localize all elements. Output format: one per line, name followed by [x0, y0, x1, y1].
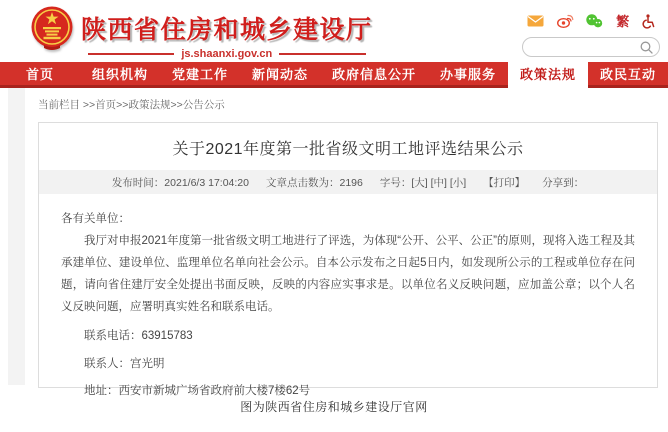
accessibility-icon[interactable] [642, 14, 655, 29]
site-title: 陕西省住房和城乡建设厅 [81, 16, 373, 44]
contact-person: 联系人：宫光明 [84, 357, 165, 370]
nav-item-organization[interactable]: 组织机构 [80, 62, 160, 88]
search-input[interactable] [529, 40, 640, 54]
national-emblem-logo [30, 5, 74, 52]
image-caption: 图为陕西省住房和城乡建设厅官网 [240, 400, 428, 414]
article-meta-bar [39, 170, 657, 194]
nav-item-party-building[interactable]: 党建工作 [160, 62, 240, 88]
header-icon-row [522, 13, 660, 29]
search-icon[interactable] [640, 41, 653, 54]
traditional-chinese-icon[interactable]: 繁 [616, 13, 630, 29]
main-nav [0, 62, 668, 88]
mail-icon[interactable] [527, 15, 544, 27]
breadcrumb[interactable]: 当前栏目 >>首页>>政策法规>>公告公示 [38, 99, 225, 111]
header-tools [522, 13, 660, 57]
article-body [39, 210, 657, 400]
nav-item-home[interactable]: 首页 [0, 62, 80, 88]
nav-item-policies-active[interactable]: 政策法规 [508, 62, 588, 88]
click-count: 文章点击数为：2196 [265, 176, 363, 189]
site-domain: js.shaanxi.gov.cn [81, 48, 373, 60]
font-size-controls[interactable]: 字号：[大] [中] [小] [379, 176, 467, 189]
nav-item-news[interactable]: 新闻动态 [240, 62, 320, 88]
search-box [522, 37, 660, 57]
nav-item-services[interactable]: 办事服务 [428, 62, 508, 88]
contact-address: 地址：西安市新城广场省政府前大楼7楼62号 [84, 384, 311, 397]
publish-time: 发布时间：2021/6/3 17:04:20 [111, 176, 249, 189]
nav-item-gov-info[interactable]: 政府信息公开 [320, 62, 428, 88]
contact-phone: 联系电话：63915783 [84, 330, 193, 343]
weibo-icon[interactable] [557, 14, 573, 28]
nav-item-interaction[interactable]: 政民互动 [588, 62, 668, 88]
print-button[interactable]: 【打印】 [483, 176, 526, 189]
site-logo[interactable] [30, 5, 373, 60]
announcement-paragraph: 我厅对申报2021年度第一批省级文明工地进行了评选，为体现“公开、公平、公正”的原则，现将入选工程及其承建单位、建设单位、监理单位名单向社会公示。自本公示发布之日起5日内，如发现所公示的工程或单位存在问题，请向省住建厅安全处提出书面反映，反映的内容应实事求是。以单位名义反映问题，应加盖公章；以个人名义反映问题，应署明真实姓名和联系电话。 [61, 235, 635, 314]
article-title: 关于2021年度第一批省级文明工地评选结果公示 [172, 141, 524, 158]
article-panel [38, 122, 658, 397]
wechat-icon[interactable] [585, 14, 603, 28]
share-label: 分享到： [542, 176, 585, 189]
page-left-margin [8, 88, 25, 385]
site-header [0, 0, 668, 62]
salutation: 各有关单位： [61, 213, 130, 225]
